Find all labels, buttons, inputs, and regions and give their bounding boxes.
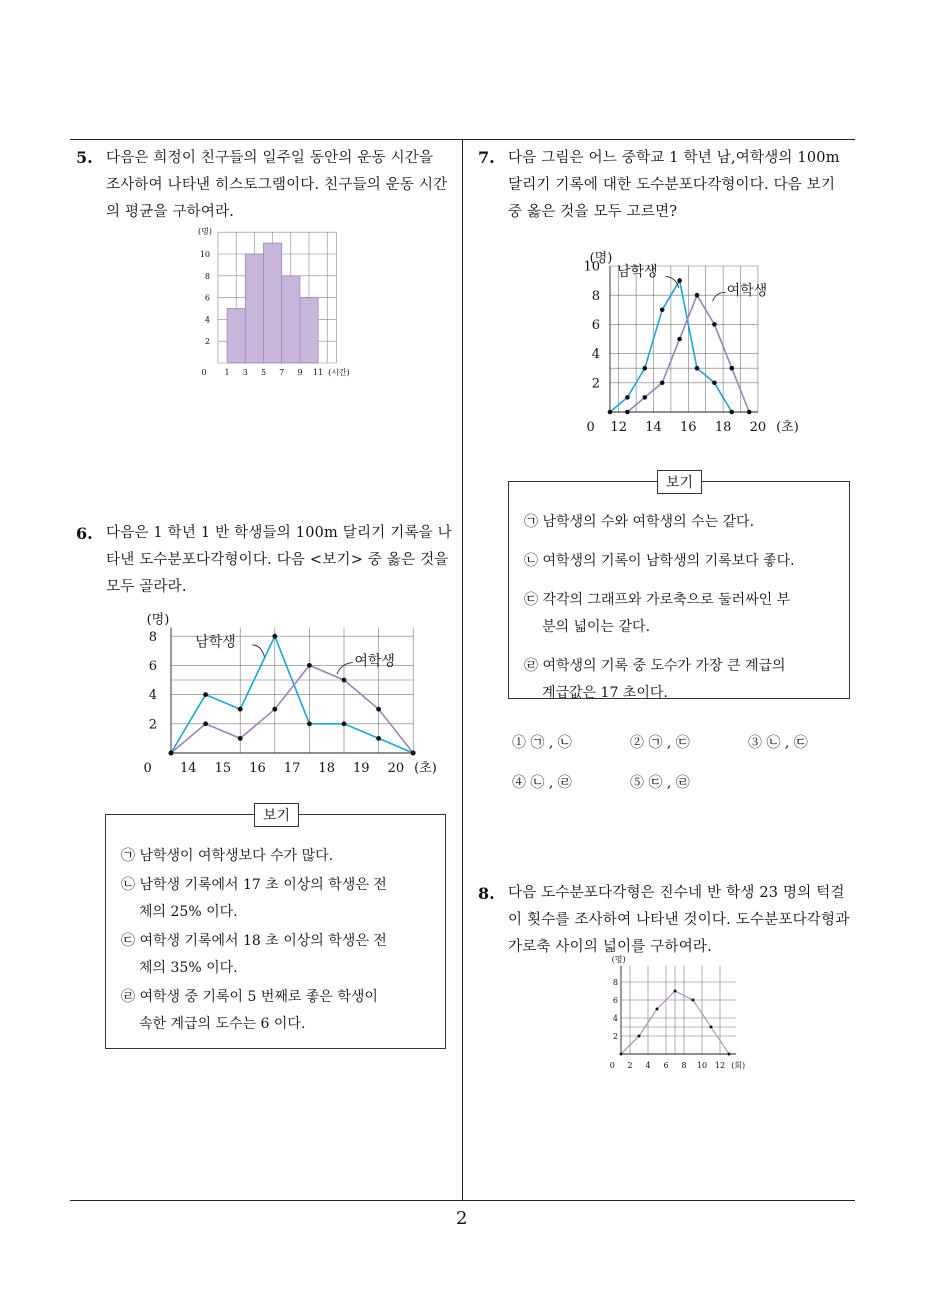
data-point	[695, 293, 700, 298]
q7-choice-4[interactable]: ④ ㉡ , ㉣	[512, 775, 572, 791]
x-tick-label: 4	[645, 1061, 651, 1070]
y-tick-label: 6	[612, 995, 618, 1005]
x-tick-label: 18	[318, 761, 335, 776]
q6-example-item-3-cont: 체의 35% 이다.	[139, 960, 238, 976]
q7-choice-1[interactable]: ① ㉠ , ㉡	[512, 735, 572, 751]
y-tick-label: 8	[591, 288, 600, 304]
x-tick-label: 20	[749, 420, 767, 435]
data-point	[695, 366, 700, 371]
y-tick-label: 2	[148, 717, 157, 733]
data-point	[730, 366, 735, 371]
histogram-bar	[227, 309, 245, 364]
histogram-bar	[300, 298, 318, 363]
q6-line: 모두 골라라.	[106, 579, 187, 595]
histogram-bar	[264, 243, 282, 363]
data-point	[342, 721, 347, 726]
q7-example-item-4-cont: 계급값은 17 초이다.	[542, 685, 668, 701]
data-point	[625, 410, 630, 415]
q7-line: 달리기 기록에 대한 도수분포다각형이다. 다음 보기	[508, 177, 836, 193]
y-tick-label: 4	[148, 688, 157, 704]
q7-choice-5[interactable]: ⑤ ㉢ , ㉣	[630, 775, 690, 791]
q5-line: 조사하여 나타낸 히스토그램이다. 친구들의 운동 시간	[106, 177, 448, 193]
data-point	[376, 707, 381, 712]
q7-line: 다음 그림은 어느 중학교 1 학년 남,여학생의 100m	[508, 150, 840, 166]
data-point	[307, 721, 312, 726]
y-tick-label: 4	[204, 315, 210, 325]
q6-frequency-polygon	[100, 600, 450, 785]
origin-label: 0	[143, 761, 152, 776]
data-point	[411, 751, 416, 756]
y-tick-label: 4	[612, 1013, 618, 1023]
page-number: 2	[456, 1208, 468, 1229]
y-tick-label: 2	[612, 1031, 618, 1041]
data-point	[238, 736, 243, 741]
origin-label: 0	[586, 420, 595, 435]
x-tick-label: 6	[663, 1061, 669, 1070]
data-point	[272, 634, 277, 639]
q6-line: 타낸 도수분포다각형이다. 다음 <보기> 중 옳은 것을	[106, 552, 449, 568]
y-tick-label: 4	[591, 347, 600, 363]
y-tick-label: 2	[204, 337, 210, 347]
y-tick-label: 2	[591, 376, 600, 392]
x-tick-label: 12	[610, 420, 627, 435]
series-label-female: 여학생	[354, 653, 395, 670]
q7-choice-2[interactable]: ② ㉠ , ㉢	[630, 735, 690, 751]
x-tick-label: 11	[313, 368, 324, 377]
x-tick-label: 8	[681, 1061, 687, 1070]
q6-example-item-2: ㉡ 남학생 기록에서 17 초 이상의 학생은 전	[121, 877, 387, 893]
q7-choice-3[interactable]: ③ ㉡ , ㉢	[748, 735, 808, 751]
x-tick-label: 10	[696, 1061, 708, 1070]
x-tick-label: 16	[680, 420, 697, 435]
data-point	[712, 381, 717, 386]
data-point	[674, 990, 677, 993]
q7-example-item-2: ㉡ 여학생의 기록이 남학생의 기록보다 좋다.	[524, 553, 795, 569]
histogram-bar	[245, 254, 263, 363]
x-tick-label: 14	[645, 420, 662, 435]
series-label-male: 남학생	[195, 634, 236, 651]
q6-example-item-4-cont: 속한 계급의 도수는 6 이다.	[139, 1016, 306, 1032]
data-point	[625, 395, 630, 400]
q7-line: 중 옳은 것을 모두 고르면?	[508, 204, 678, 220]
q6-example-title: 보기	[254, 803, 299, 827]
data-point	[730, 410, 735, 415]
x-tick-label: 15	[214, 761, 232, 776]
data-point	[728, 1053, 731, 1056]
q6-line: 다음은 1 학년 1 반 학생들의 100m 달리기 기록을 나	[106, 525, 452, 541]
data-point	[656, 1008, 659, 1011]
data-point	[203, 692, 208, 697]
data-point	[710, 1026, 713, 1029]
data-point	[677, 278, 682, 283]
data-point	[608, 410, 613, 415]
data-point	[692, 999, 695, 1002]
x-axis-label: (초)	[414, 761, 437, 776]
x-tick-label: 1	[224, 368, 230, 377]
y-tick-label: 8	[204, 271, 210, 281]
q7-example-title: 보기	[657, 470, 702, 494]
series-label-female: 여학생	[726, 283, 768, 300]
x-axis-label: (회)	[731, 1061, 746, 1070]
y-axis-label: (명)	[146, 612, 170, 628]
column-divider	[462, 139, 463, 1201]
q8-frequency-polygon	[600, 954, 775, 1075]
series-label-male: 남학생	[616, 264, 658, 281]
x-tick-label: 3	[242, 368, 248, 377]
x-axis-label: (시간)	[328, 368, 350, 377]
x-tick-label: 18	[714, 420, 732, 435]
histogram-bar	[282, 276, 300, 363]
data-point	[643, 366, 648, 371]
data-point	[376, 736, 381, 741]
data-point	[620, 1053, 623, 1056]
q7-text	[508, 145, 840, 226]
x-tick-label: 5	[260, 368, 267, 377]
q8-text	[508, 880, 849, 961]
q8-line: 가로축 사이의 넓이를 구하여라.	[508, 939, 712, 955]
y-tick-label: 10	[199, 250, 210, 259]
q7-example-item-3: ㉢ 각각의 그래프와 가로축으로 둘러싸인 부	[524, 592, 791, 608]
q7-frequency-polygon	[560, 236, 820, 441]
q8-line: 이 횟수를 조사하여 나타낸 것이다. 도수분포다각형과	[508, 912, 850, 928]
data-point	[238, 707, 243, 712]
q7-number: 7.	[478, 148, 495, 167]
q6-example-item-1: ㉠ 남학생이 여학생보다 수가 많다.	[121, 848, 334, 864]
y-tick-label: 6	[148, 658, 157, 674]
data-point	[660, 308, 665, 313]
y-axis-label: (명)	[589, 251, 613, 266]
label-leader	[713, 292, 726, 301]
q7-example-item-4: ㉣ 여학생의 기록 중 도수가 가장 큰 계급의	[524, 658, 786, 674]
q7-example-item-1: ㉠ 남학생의 수와 여학생의 수는 같다.	[524, 514, 755, 530]
y-tick-label: 8	[148, 629, 157, 645]
x-tick-label: 19	[353, 761, 370, 776]
q6-number: 6.	[76, 524, 93, 543]
q7-example-item-3-cont: 분의 넓이는 같다.	[542, 619, 651, 635]
data-point	[307, 663, 312, 668]
bottom-rule	[70, 1200, 855, 1201]
x-tick-label: 12	[714, 1061, 726, 1070]
q6-example-item-2-cont: 체의 25% 이다.	[139, 904, 238, 920]
q5-text	[106, 145, 447, 226]
data-point	[712, 322, 717, 327]
data-point	[169, 751, 174, 756]
x-tick-label: 20	[387, 761, 405, 776]
origin-label: 0	[201, 368, 207, 377]
data-point	[638, 1035, 641, 1038]
y-tick-label: 6	[591, 317, 600, 333]
data-point	[643, 395, 648, 400]
q8-line: 다음 도수분포다각형은 진수네 반 학생 23 명의 턱걸	[508, 885, 845, 901]
y-tick-label: 8	[612, 977, 618, 987]
data-point	[203, 721, 208, 726]
data-point	[747, 410, 752, 415]
q6-example-item-3: ㉢ 여학생 기록에서 18 초 이상의 학생은 전	[121, 933, 387, 949]
x-tick-label: 9	[297, 368, 303, 377]
label-leader	[252, 645, 264, 657]
y-axis-label: (명)	[611, 954, 626, 964]
x-tick-label: 7	[279, 368, 285, 377]
q6-text	[106, 520, 452, 601]
q8-number: 8.	[478, 884, 495, 903]
x-axis-label: (초)	[776, 420, 799, 435]
data-point	[342, 678, 347, 683]
q5-histogram	[180, 225, 380, 385]
y-tick-label: 6	[204, 293, 210, 303]
x-tick-label: 17	[283, 761, 301, 776]
data-point	[660, 381, 665, 386]
data-point	[272, 707, 277, 712]
label-leader	[337, 662, 353, 674]
q5-line: 의 평균을 구하여라.	[106, 204, 235, 220]
y-tick-label: 10	[583, 259, 600, 275]
y-axis-label: (명)	[198, 227, 212, 237]
q5-number: 5.	[76, 148, 93, 167]
q6-example-item-4: ㉣ 여학생 중 기록이 5 번째로 좋은 학생이	[121, 989, 378, 1005]
x-tick-label: 16	[249, 761, 266, 776]
origin-label: 0	[609, 1061, 615, 1070]
x-tick-label: 2	[627, 1061, 633, 1070]
q5-line: 다음은 희정이 친구들의 일주일 동안의 운동 시간을	[106, 150, 434, 166]
x-tick-label: 14	[180, 761, 197, 776]
data-point	[677, 337, 682, 342]
